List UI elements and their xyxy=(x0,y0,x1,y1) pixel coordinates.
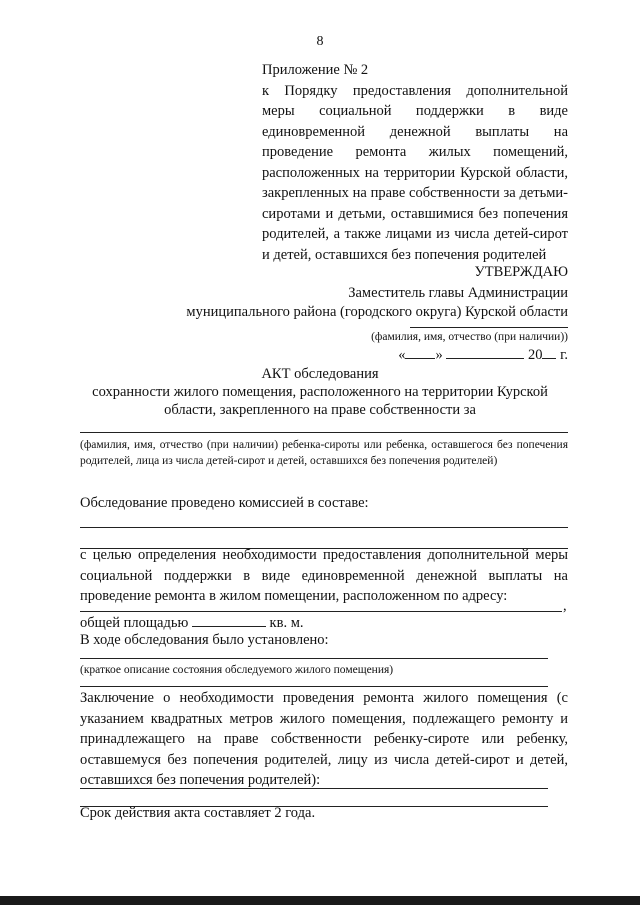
area-blank xyxy=(192,614,266,627)
findings-line xyxy=(80,658,548,659)
approval-line-1: Заместитель главы Администрации xyxy=(348,285,568,301)
area-row xyxy=(80,614,304,632)
commission-line-1 xyxy=(80,527,568,528)
appendix-block xyxy=(262,60,568,265)
conclusion-line-1 xyxy=(80,788,548,789)
year-prefix: 20 xyxy=(527,347,543,363)
address-comma: , xyxy=(563,598,567,614)
act-title: АКТ обследования xyxy=(261,366,379,382)
year-suffix: г. xyxy=(560,347,568,363)
address-line xyxy=(80,611,562,612)
findings-label: В ходе обследования было установлено: xyxy=(80,632,329,648)
date-close-quote: » xyxy=(435,347,443,363)
approval-heading: УТВЕРЖДАЮ xyxy=(474,264,568,280)
area-unit: кв. м. xyxy=(269,615,304,631)
validity-text: Срок действия акта составляет 2 года. xyxy=(80,805,316,821)
approver-name-caption: (фамилия, имя, отчество (при наличии)) xyxy=(371,331,568,343)
appendix-title: Приложение № 2 xyxy=(262,62,369,78)
owner-name-line xyxy=(80,432,568,433)
findings-caption: (краткое описание состояния обследуемого жилого помещения) xyxy=(80,664,394,676)
act-subtitle-2: области, закрепленного на праве собственности за xyxy=(164,402,476,418)
year-blank xyxy=(542,346,556,359)
area-label: общей площадью xyxy=(80,615,189,631)
act-subtitle-1: сохранности жилого помещения, расположенного на территории Курской xyxy=(92,384,548,400)
commission-label: Обследование проведено комиссией в составе: xyxy=(80,495,369,511)
scan-edge xyxy=(0,896,640,905)
approval-date xyxy=(398,346,568,364)
day-blank xyxy=(405,346,435,359)
date-open-quote: « xyxy=(398,347,406,363)
month-blank xyxy=(446,346,524,359)
approver-name-line xyxy=(410,327,568,328)
appendix-text: к Порядку предоставления дополнительной меры социальной поддержки в виде единовременной денежной выплаты на проведение ремонта жилых помещений, расположенных на территории Курской области, закрепленных на праве собственности за детьми-сиротами и детьми, оставшимися без попечения родителей, а также лицами из числа детей-сирот и детей, оставшихся без попечения родителей xyxy=(262,82,568,263)
approval-line-2: муниципального района (городского округа) Курской области xyxy=(186,304,568,320)
purpose-text: с целью определения необходимости предоставления дополнительной меры социальной поддержки в виде единовременной денежной выплаты на проведение ремонта в жилом помещении, расположенном по адресу: xyxy=(80,547,568,604)
page-number: 8 xyxy=(316,34,324,49)
conclusion-text: Заключение о необходимости проведения ремонта жилого помещения (с указанием квадратных метров жилого помещения, подлежащего ремонту и принадлежащего на праве собственности ребенку-сироте или ребенку, оставшемуся без попечения родителей, лицу из числа детей-сирот и детей, оставшихся без попечения родителей): xyxy=(80,690,568,788)
owner-caption: (фамилия, имя, отчество (при наличии) ребенка-сироты или ребенка, оставшегося без попечения родителей, лица из числа детей-сирот и детей, оставшихся без попечения родителей) xyxy=(80,439,568,467)
findings-line-2 xyxy=(80,686,548,687)
